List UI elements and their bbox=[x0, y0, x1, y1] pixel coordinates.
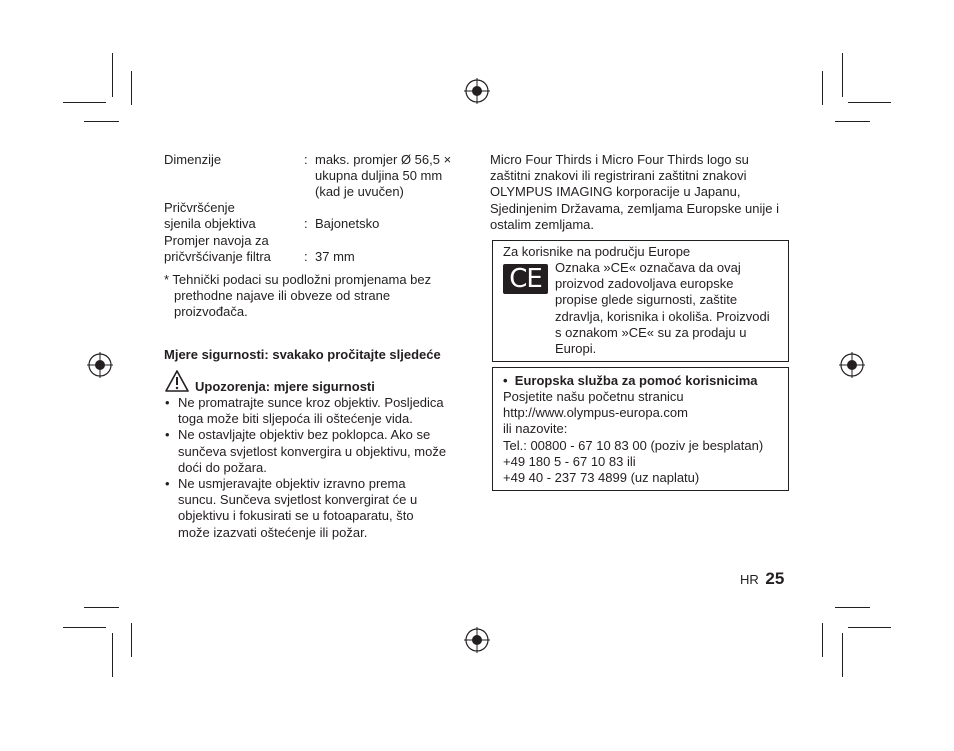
crop-mark bbox=[84, 607, 119, 608]
registration-mark-icon bbox=[839, 352, 865, 378]
registration-mark-icon bbox=[87, 352, 113, 378]
spec-footnote: * Tehnički podaci su podložni promjenama bez prethodne najave ili obveze od strane proizvođača. bbox=[164, 272, 432, 320]
warning-list bbox=[164, 395, 464, 541]
ce-box-text: Oznaka »CE« označava da ovaj proizvod zadovoljava europske propise glede sigurnosti, zaštite zdravlja, korisnika i okoliša. Proizvodi s oznakom »CE« su za prodaju u Europi. bbox=[555, 260, 770, 357]
service-lines bbox=[503, 389, 788, 486]
crop-mark bbox=[842, 53, 843, 97]
crop-mark bbox=[84, 121, 119, 122]
crop-mark bbox=[112, 53, 113, 97]
list-item: • Ne usmjeravajte objektiv izravno prema suncu. Sunčeva svjetlost konvergirat će u objektivu i fokusirati se u fotoaparatu, što može izazvati oštećenje ili požar. bbox=[164, 476, 428, 541]
service-line: Posjetite našu početnu stranicu bbox=[503, 389, 684, 404]
spec-label: Dimenzije bbox=[164, 152, 222, 167]
bullet: • bbox=[503, 373, 515, 388]
list-item: • Ne ostavljajte objektiv bez poklopca. Ako se sunčeva svjetlost konvergira u objektivu, može doći do požara. bbox=[164, 427, 450, 476]
safety-heading: Mjere sigurnosti: svakako pročitajte sljedeće bbox=[164, 347, 441, 362]
crop-mark bbox=[63, 627, 106, 628]
spec-label: Pričvršćenje sjenila objektiva bbox=[164, 200, 256, 232]
service-phone: +49 180 5 - 67 10 83 ili bbox=[503, 453, 636, 469]
spec-row-dimensions bbox=[164, 152, 464, 202]
spec-colon: : bbox=[304, 152, 308, 167]
crop-mark bbox=[131, 623, 132, 657]
page-footer bbox=[740, 571, 800, 588]
customer-service-box bbox=[492, 367, 789, 491]
service-phone: Tel.: 00800 - 67 10 83 00 (poziv je besplatan) bbox=[503, 437, 764, 453]
spec-colon: : bbox=[304, 249, 308, 264]
crop-mark bbox=[822, 71, 823, 105]
spec-colon: : bbox=[304, 216, 308, 231]
ce-info-box bbox=[492, 240, 789, 362]
spec-value: 37 mm bbox=[315, 249, 355, 264]
crop-mark bbox=[822, 623, 823, 657]
service-box-title bbox=[503, 373, 783, 389]
crop-mark bbox=[63, 102, 106, 103]
crop-mark bbox=[835, 607, 870, 608]
crop-mark bbox=[842, 633, 843, 677]
warning-title: Upozorenja: mjere sigurnosti bbox=[195, 379, 375, 394]
trademark-text: Micro Four Thirds i Micro Four Thirds logo su zaštitni znakovi ili registrirani zaštitni znakovi OLYMPUS IMAGING korporacije u Japanu, Sjedinjenim Državama, zemljama Europske unije i ostalim zemljama. bbox=[490, 152, 780, 232]
ce-box-title: Za korisnike na području Europe bbox=[503, 244, 691, 259]
spec-label: Promjer navoja za pričvršćivanje filtra bbox=[164, 233, 271, 265]
language-code: HR bbox=[740, 572, 759, 587]
ce-logo-icon bbox=[503, 264, 548, 294]
service-url: http://www.olympus-europa.com bbox=[503, 405, 688, 421]
crop-mark bbox=[131, 71, 132, 105]
page-number: 25 bbox=[765, 569, 785, 588]
spec-row-hood-mount bbox=[164, 200, 464, 234]
crop-mark bbox=[848, 102, 891, 103]
service-title-text: Europska služba za pomoć korisnicima bbox=[514, 373, 758, 388]
crop-mark bbox=[848, 627, 891, 628]
crop-mark bbox=[835, 121, 870, 122]
crop-mark bbox=[112, 633, 113, 677]
spec-row-filter-thread bbox=[164, 233, 464, 267]
registration-mark-icon bbox=[464, 78, 490, 104]
list-item: • Ne promatrajte sunce kroz objektiv. Posljedica toga može biti sljepoća ili oštećenje vida. bbox=[164, 395, 464, 427]
spec-value: Bajonetsko bbox=[315, 216, 380, 231]
service-line: ili nazovite: bbox=[503, 421, 568, 437]
registration-mark-icon bbox=[464, 627, 490, 653]
service-phone: +49 40 - 237 73 4899 (uz naplatu) bbox=[503, 470, 700, 486]
spec-value: maks. promjer Ø 56,5 × ukupna duljina 50 mm (kad je uvučen) bbox=[315, 152, 452, 200]
ce-logo-text: CE bbox=[509, 264, 542, 294]
warning-triangle-icon bbox=[165, 370, 189, 392]
